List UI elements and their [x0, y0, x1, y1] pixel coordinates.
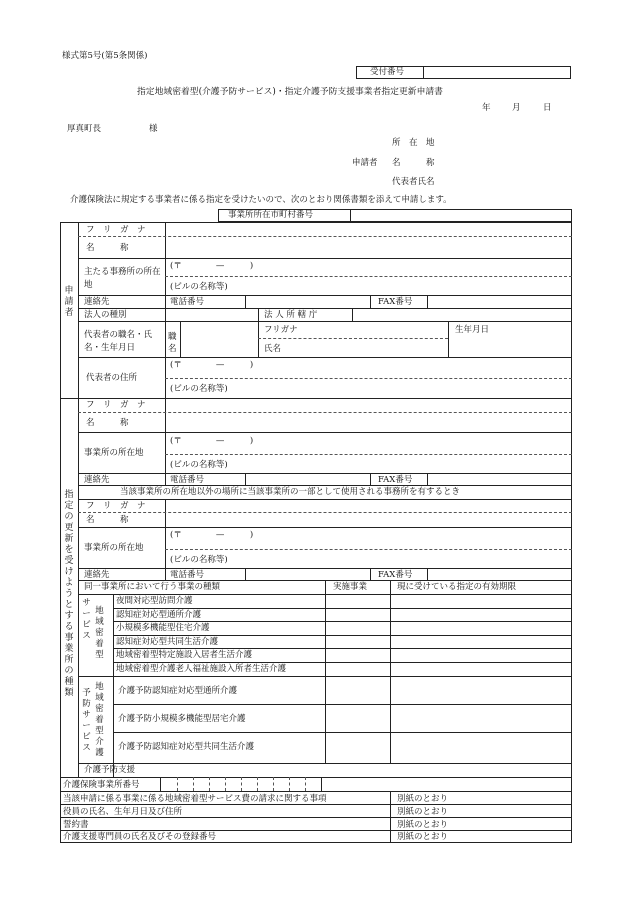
pledge-attach: 別紙のとおり: [397, 820, 449, 830]
representative-dob-label: 生年月日: [455, 325, 490, 335]
service-item-3: 小規模多機能型住宅介護: [116, 623, 210, 633]
officers-info-label: 役員の氏名、生年月日及び住所: [63, 807, 183, 817]
group1-label-part1: サービス: [82, 598, 91, 641]
representative-title-label: 代表者の職名・氏名・生年月日: [84, 330, 153, 353]
validity-header: 現に受けている指定の有効期限: [397, 582, 517, 592]
applicant-contact-label: 連絡先: [84, 297, 110, 307]
care-managers-label: 介護支援専門員の氏名及びその登録番号: [63, 832, 217, 842]
group2-label-part2: 地域密着型介護: [95, 682, 104, 758]
office-phone-label: 電話番号: [170, 475, 205, 485]
intro-text: 介護保険法に規定する事業者に係る指定を受けたいので、次のとおり関係書類を添えて申請します。: [70, 195, 452, 205]
applicant-address-label: 所 在 地: [392, 138, 435, 148]
date-day: 日: [543, 103, 552, 113]
corporation-authority-label: 法 人 所 轄 庁: [264, 310, 318, 320]
date-month: 月: [512, 103, 521, 113]
sub-office-furigana-label: フ リ ガ ナ: [86, 501, 146, 511]
sub-office-address-label: 事業所の所在地: [84, 543, 144, 553]
officers-info-attach: 別紙のとおり: [397, 807, 449, 817]
billing-matters-attach: 別紙のとおり: [397, 794, 449, 804]
implementation-header: 実施事業: [333, 582, 368, 592]
sub-office-postal: (〒 — ): [170, 530, 254, 540]
applicant-phone-label: 電話番号: [170, 297, 205, 307]
sub-office-phone-label: 電話番号: [170, 570, 205, 580]
insurance-office-number-label: 介護保険事業所番号: [63, 780, 140, 790]
office-fax-label: FAX番号: [378, 475, 413, 485]
receipt-number-label: 受付番号: [370, 67, 405, 77]
corporation-type-label: 法人の種別: [84, 310, 127, 320]
prevention-support-label: 介護予防支援: [84, 765, 136, 775]
representative-building: (ビルの名称等): [170, 384, 228, 394]
main-office-building: (ビルの名称等): [170, 282, 228, 292]
sub-office-contact-label: 連絡先: [84, 570, 110, 580]
representative-furigana-label: フリガナ: [264, 325, 298, 335]
service-item-6: 地域密着型介護老人福祉施設入所者生活介護: [116, 664, 287, 674]
prevention-item-3: 介護予防認知症対応型共同生活介護: [118, 742, 255, 752]
office-address-label: 事業所の所在地: [84, 448, 144, 458]
main-office-label: 主たる事務所の所在地: [84, 267, 161, 290]
service-item-1: 夜間対応型訪問介護: [116, 596, 193, 606]
office-contact-label: 連絡先: [84, 475, 110, 485]
representative-name-label: 代表者氏名: [392, 177, 435, 187]
group1-label-part2: 地域密着型: [95, 606, 104, 660]
representative-address-label: 代表者の住所: [86, 373, 138, 383]
addressee-honorific: 様: [149, 124, 158, 134]
addressee: 厚真町長: [67, 124, 102, 134]
service-item-2: 認知症対応型通所介護: [116, 610, 202, 620]
billing-matters-label: 当該申請に係る事業に係る地域密着型サービス費の請求に関する事項: [63, 794, 327, 804]
care-managers-attach: 別紙のとおり: [397, 832, 449, 842]
applicant-label: 申請者: [352, 158, 378, 168]
office-building: (ビルの名称等): [170, 460, 228, 470]
prevention-item-2: 介護予防小規模多機能型居宅介護: [118, 714, 246, 724]
office-name-label: 名 称: [86, 418, 129, 428]
date-year: 年: [482, 103, 491, 113]
applicant-name-label: 名 称: [392, 158, 435, 168]
office-furigana-label: フ リ ガ ナ: [86, 400, 146, 410]
form-number: 様式第5号(第5条関係): [62, 51, 148, 61]
other-office-note: 当該事業所の所在地以外の場所に当該事業所の一部として使用される事務所を有するとき: [120, 487, 461, 497]
representative-name-label: 氏名: [264, 344, 282, 354]
office-postal: (〒 — ): [170, 436, 254, 446]
group2-label-part1: 予防サービス: [82, 688, 91, 753]
applicant-name-row-label: 名 称: [86, 243, 129, 253]
representative-postal: (〒 — ): [170, 360, 254, 370]
applicant-furigana-label: フ リ ガ ナ: [86, 225, 146, 235]
applicant-side-label: 申請者: [64, 286, 74, 318]
prevention-item-1: 介護予防認知症対応型通所介護: [118, 686, 238, 696]
pledge-label: 誓約書: [63, 820, 89, 830]
service-item-5: 地域密着型特定施設入居者生活介護: [116, 650, 253, 660]
main-office-postal: (〒 — ): [170, 261, 254, 271]
document-title: 指定地域密着型(介護予防サービス)・指定介護予防支援事業者指定更新申請書: [137, 87, 443, 97]
sub-office-building: (ビルの名称等): [170, 555, 228, 565]
office-side-label: 指定の更新を受けようとする事業所の種類: [64, 490, 74, 698]
service-item-4: 認知症対応型共同生活介護: [116, 637, 219, 647]
representative-position-label: 職名: [168, 332, 177, 354]
sub-office-fax-label: FAX番号: [378, 570, 413, 580]
municipality-code-label: 事業所所在市町村番号: [228, 210, 314, 220]
sub-office-name-label: 名 称: [86, 515, 129, 525]
service-type-header: 同一事業所において行う事業の種類: [84, 582, 221, 592]
applicant-fax-label: FAX番号: [378, 297, 413, 307]
